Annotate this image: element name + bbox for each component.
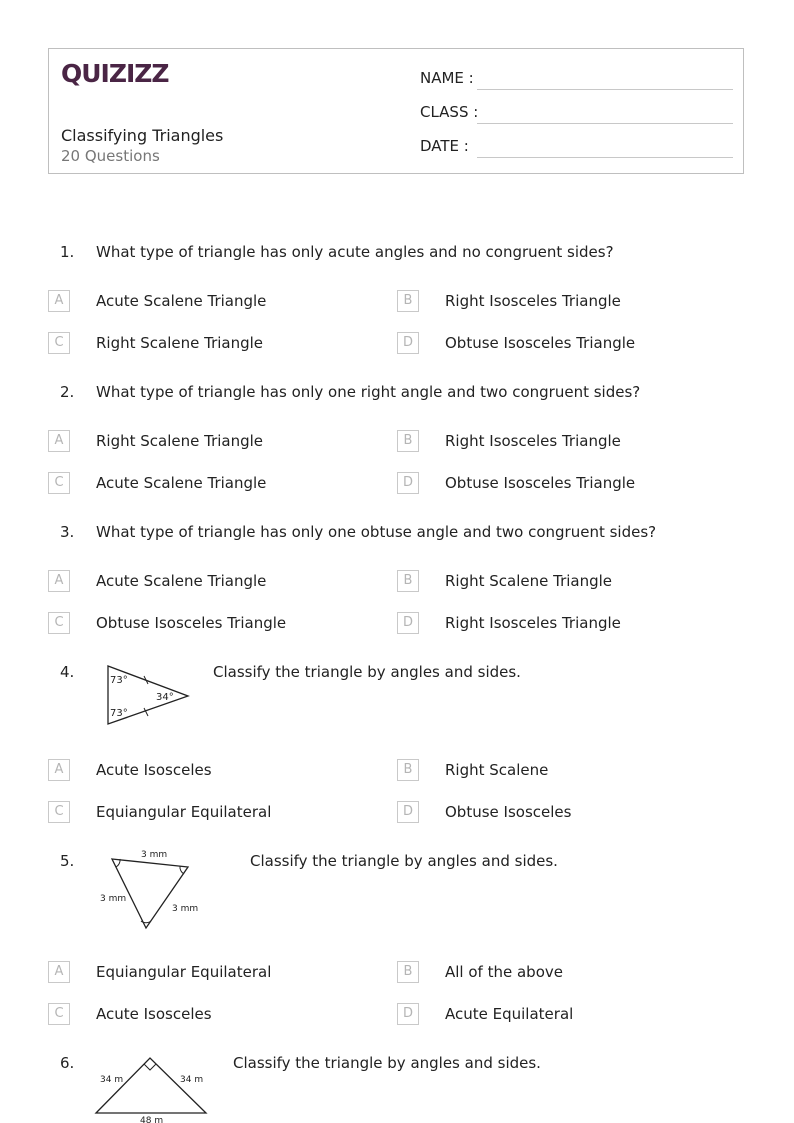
angle-label: 34° <box>156 692 174 703</box>
side-label: 48 m <box>140 1116 164 1123</box>
date-line <box>477 157 733 158</box>
option-text: All of the above <box>445 963 563 981</box>
question-text: Classify the triangle by angles and sides. <box>250 852 558 870</box>
angle-label: 73° <box>110 675 128 686</box>
question-text: Classify the triangle by angles and sides. <box>213 663 521 681</box>
option-box[interactable]: C <box>48 332 70 354</box>
option-box[interactable]: B <box>397 570 419 592</box>
option-text: Right Scalene <box>445 761 549 779</box>
question-text: What type of triangle has only one obtuse angle and two congruent sides? <box>96 523 657 541</box>
option-text: Obtuse Isosceles Triangle <box>445 334 636 352</box>
name-line <box>477 89 733 90</box>
option-box[interactable]: D <box>397 801 419 823</box>
date-label: DATE : <box>420 137 469 155</box>
option-box[interactable]: A <box>48 759 70 781</box>
side-label: 34 m <box>180 1075 204 1085</box>
question-text: What type of triangle has only one right angle and two congruent sides? <box>96 383 641 401</box>
question-count: 20 Questions <box>61 147 160 165</box>
triangle-figure <box>90 1052 215 1123</box>
option-box[interactable]: C <box>48 801 70 823</box>
option-text: Right Scalene Triangle <box>96 432 264 450</box>
option-box[interactable]: A <box>48 290 70 312</box>
option-text: Right Scalene Triangle <box>96 334 264 352</box>
triangle-shape <box>96 1058 206 1113</box>
option-box[interactable]: A <box>48 570 70 592</box>
side-label: 3 mm <box>141 850 168 860</box>
option-text: Right Isosceles Triangle <box>445 614 621 632</box>
name-label: NAME : <box>420 69 474 87</box>
class-line <box>477 123 733 124</box>
side-label: 3 mm <box>100 894 127 904</box>
class-label: CLASS : <box>420 103 479 121</box>
option-text: Right Scalene Triangle <box>445 572 613 590</box>
option-text: Acute Isosceles <box>96 1005 212 1023</box>
option-text: Equiangular Equilateral <box>96 963 272 981</box>
option-box[interactable]: C <box>48 612 70 634</box>
right-angle-mark <box>144 1064 156 1070</box>
side-label: 3 mm <box>172 904 199 914</box>
option-box[interactable]: A <box>48 961 70 983</box>
option-box[interactable]: D <box>397 612 419 634</box>
quizizz-logo: QUIZIZZ <box>61 59 169 88</box>
option-box[interactable]: D <box>397 472 419 494</box>
option-box[interactable]: A <box>48 430 70 452</box>
option-box[interactable]: D <box>397 332 419 354</box>
angle-label: 73° <box>110 708 128 719</box>
triangle-figure <box>96 845 206 935</box>
question-text: What type of triangle has only acute angles and no congruent sides? <box>96 243 614 261</box>
question-number: 6. <box>60 1054 75 1072</box>
question-number: 1. <box>60 243 75 261</box>
tick-mark <box>144 708 148 716</box>
option-text: Equiangular Equilateral <box>96 803 272 821</box>
option-text: Obtuse Isosceles Triangle <box>96 614 287 632</box>
worksheet-header <box>48 48 744 174</box>
question-number: 2. <box>60 383 75 401</box>
option-text: Right Isosceles Triangle <box>445 292 621 310</box>
triangle-figure <box>100 660 200 730</box>
worksheet-title: Classifying Triangles <box>61 126 224 145</box>
option-text: Acute Isosceles <box>96 761 212 779</box>
option-box[interactable]: B <box>397 759 419 781</box>
option-text: Acute Scalene Triangle <box>96 474 267 492</box>
option-text: Right Isosceles Triangle <box>445 432 621 450</box>
option-box[interactable]: C <box>48 472 70 494</box>
question-number: 5. <box>60 852 75 870</box>
option-text: Acute Equilateral <box>445 1005 574 1023</box>
option-text: Acute Scalene Triangle <box>96 572 267 590</box>
option-text: Acute Scalene Triangle <box>96 292 267 310</box>
option-text: Obtuse Isosceles Triangle <box>445 474 636 492</box>
question-number: 4. <box>60 663 75 681</box>
option-box[interactable]: C <box>48 1003 70 1025</box>
option-text: Obtuse Isosceles <box>445 803 572 821</box>
option-box[interactable]: B <box>397 961 419 983</box>
question-text: Classify the triangle by angles and sides. <box>233 1054 541 1072</box>
question-number: 3. <box>60 523 75 541</box>
side-label: 34 m <box>100 1075 124 1085</box>
option-box[interactable]: D <box>397 1003 419 1025</box>
option-box[interactable]: B <box>397 290 419 312</box>
option-box[interactable]: B <box>397 430 419 452</box>
